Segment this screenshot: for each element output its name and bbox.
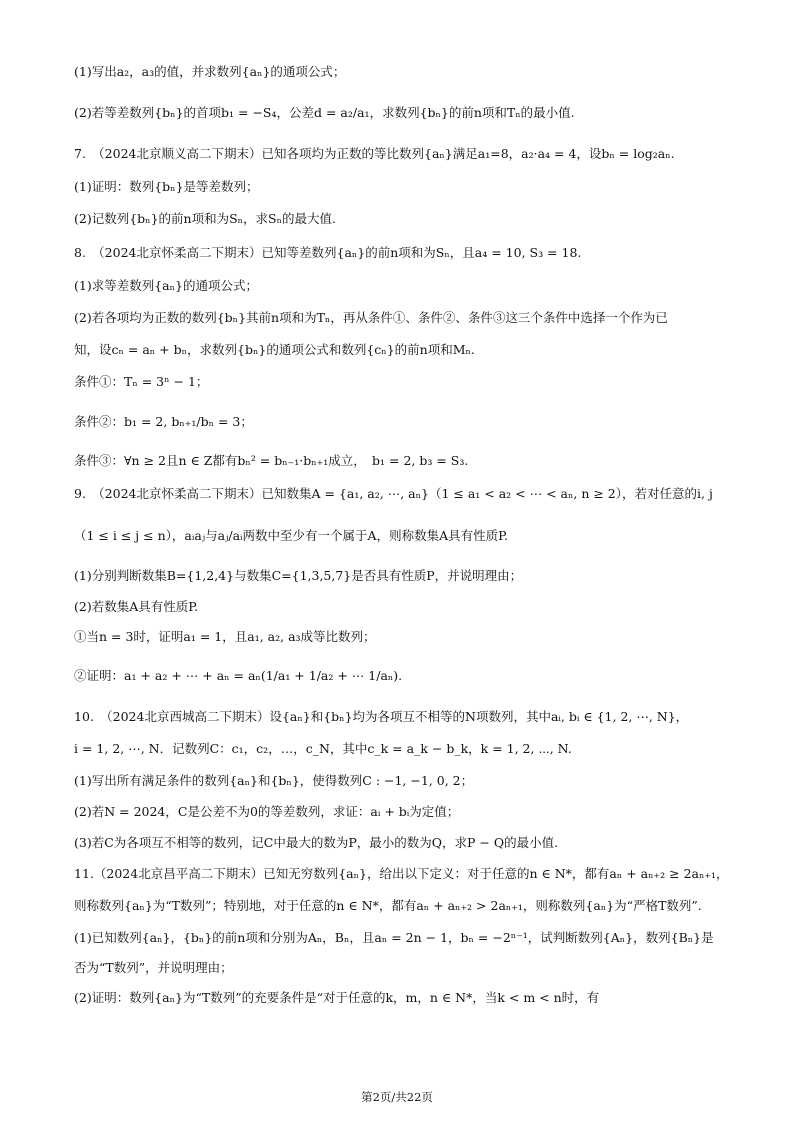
text-line-24: 11.（2024北京昌平高二下期末）已知无穷数列{aₙ}，给出以下定义：对于任意的n ∈ N*，都有aₙ + aₙ₊₂ ≥ 2aₙ₊₁， [74, 866, 729, 881]
text-line-9: 知，设cₙ = aₙ + bₙ，求数列{bₙ}的通项公式和数列{cₙ}的前n项和Mₙ. [74, 342, 475, 357]
text-line-1: (1)写出a₂，a₃的值，并求数列{aₙ}的通项公式； [74, 64, 346, 79]
text-line-18: ②证明：a₁ + a₂ + ⋯ + aₙ = aₙ(1/a₁ + 1/a₂ + ⋯ 1/aₙ). [74, 668, 403, 683]
text-line-21: (1)写出所有满足条件的数列{aₙ}和{bₙ}，使得数列C : −1, −1, 0, 2； [74, 773, 474, 788]
text-line-28: (2)证明：数列{aₙ}为“T数列”的充要条件是“对于任意的k，m，n ∈ N*，当k < m < n时，有 [74, 990, 600, 1005]
text-line-5: (2)记数列{bₙ}的前n项和为Sₙ，求Sₙ的最大值. [74, 211, 336, 226]
text-line-12: 条件③：∀n ≥ 2且n ∈ Z都有bₙ² = bₙ₋₁·bₙ₊₁成立， b₁ = 2, b₃ = S₃. [74, 453, 469, 468]
text-line-15: (1)分别判断数集B={1,2,4}与数集C={1,3,5,7}是否具有性质P，并说明理由； [74, 568, 523, 583]
page-number-footer: 第2页/共22页 [361, 1090, 433, 1104]
text-line-26: (1)已知数列{aₙ}，{bₙ}的前n项和分别为Aₙ，Bₙ，且aₙ = 2n − 1，bₙ = −2ⁿ⁻¹，试判断数列{Aₙ}，数列{Bₙ}是 [74, 930, 714, 945]
text-line-25: 则称数列{aₙ}为“T数列”；特别地，对于任意的n ∈ N*，都有aₙ + aₙ₊₂ > 2aₙ₊₁，则称数列{aₙ}为“严格T数列”. [74, 898, 702, 913]
text-line-7: (1)求等差数列{aₙ}的通项公式； [74, 278, 258, 293]
text-line-2: (2)若等差数列{bₙ}的首项b₁ = −S₄，公差d = a₂/a₁，求数列{bₙ}的前n项和Tₙ的最小值. [74, 105, 575, 120]
text-line-22: (2)若N = 2024，C是公差不为0的等差数列，求证：aᵢ + bᵢ为定值； [74, 804, 460, 819]
text-line-19: 10. （2024北京西城高二下期末）设{aₙ}和{bₙ}均为各项互不相等的N项数列，其中aᵢ, bᵢ ∈ {1, 2, ⋯, N}， [74, 709, 689, 724]
text-line-8: (2)若各项均为正数的数列{bₙ}其前n项和为Tₙ，再从条件①、条件②、条件③这三个条件中选择一个作为已 [74, 310, 668, 325]
text-line-23: (3)若C为各项互不相等的数列，记C中最大的数为P，最小的数为Q，求P − Q的最小值. [74, 835, 559, 850]
text-line-17: ①当n = 3时，证明a₁ = 1，且a₁, a₂, a₃成等比数列； [74, 629, 376, 644]
text-line-27: 否为“T数列”，并说明理由； [74, 960, 233, 975]
text-line-13: 9. （2024北京怀柔高二下期末）已知数集A = {a₁, a₂, ⋯, aₙ}（1 ≤ a₁ < a₂ < ⋯ < aₙ, n ≥ 2），若对任意的i, j [74, 486, 713, 501]
text-line-20: i = 1, 2, ⋯, N．记数列C：c₁，c₂，…，c_N，其中c_k = a_k − b_k，k = 1, 2, ⋯, N. [74, 741, 572, 756]
text-line-3: 7. （2024北京顺义高二下期末）已知各项均为正数的等比数列{aₙ}满足a₁=8，a₂·a₄ = 4，设bₙ = log₂aₙ. [74, 146, 675, 161]
text-line-6: 8. （2024北京怀柔高二下期末）已知等差数列{aₙ}的前n项和为Sₙ，且a₄ = 10, S₃ = 18. [74, 245, 582, 260]
text-line-10: 条件①：Tₙ = 3ⁿ − 1； [74, 374, 209, 389]
text-line-14: （1 ≤ i ≤ j ≤ n），aᵢaⱼ与aⱼ/aᵢ两数中至少有一个属于A，则称数集A具有性质P. [74, 528, 508, 543]
text-line-4: (1)证明：数列{bₙ}是等差数列； [74, 179, 259, 194]
text-line-11: 条件②：b₁ = 2, bₙ₊₁/bₙ = 3； [74, 414, 253, 429]
text-line-16: (2)若数集A具有性质P. [74, 599, 199, 614]
